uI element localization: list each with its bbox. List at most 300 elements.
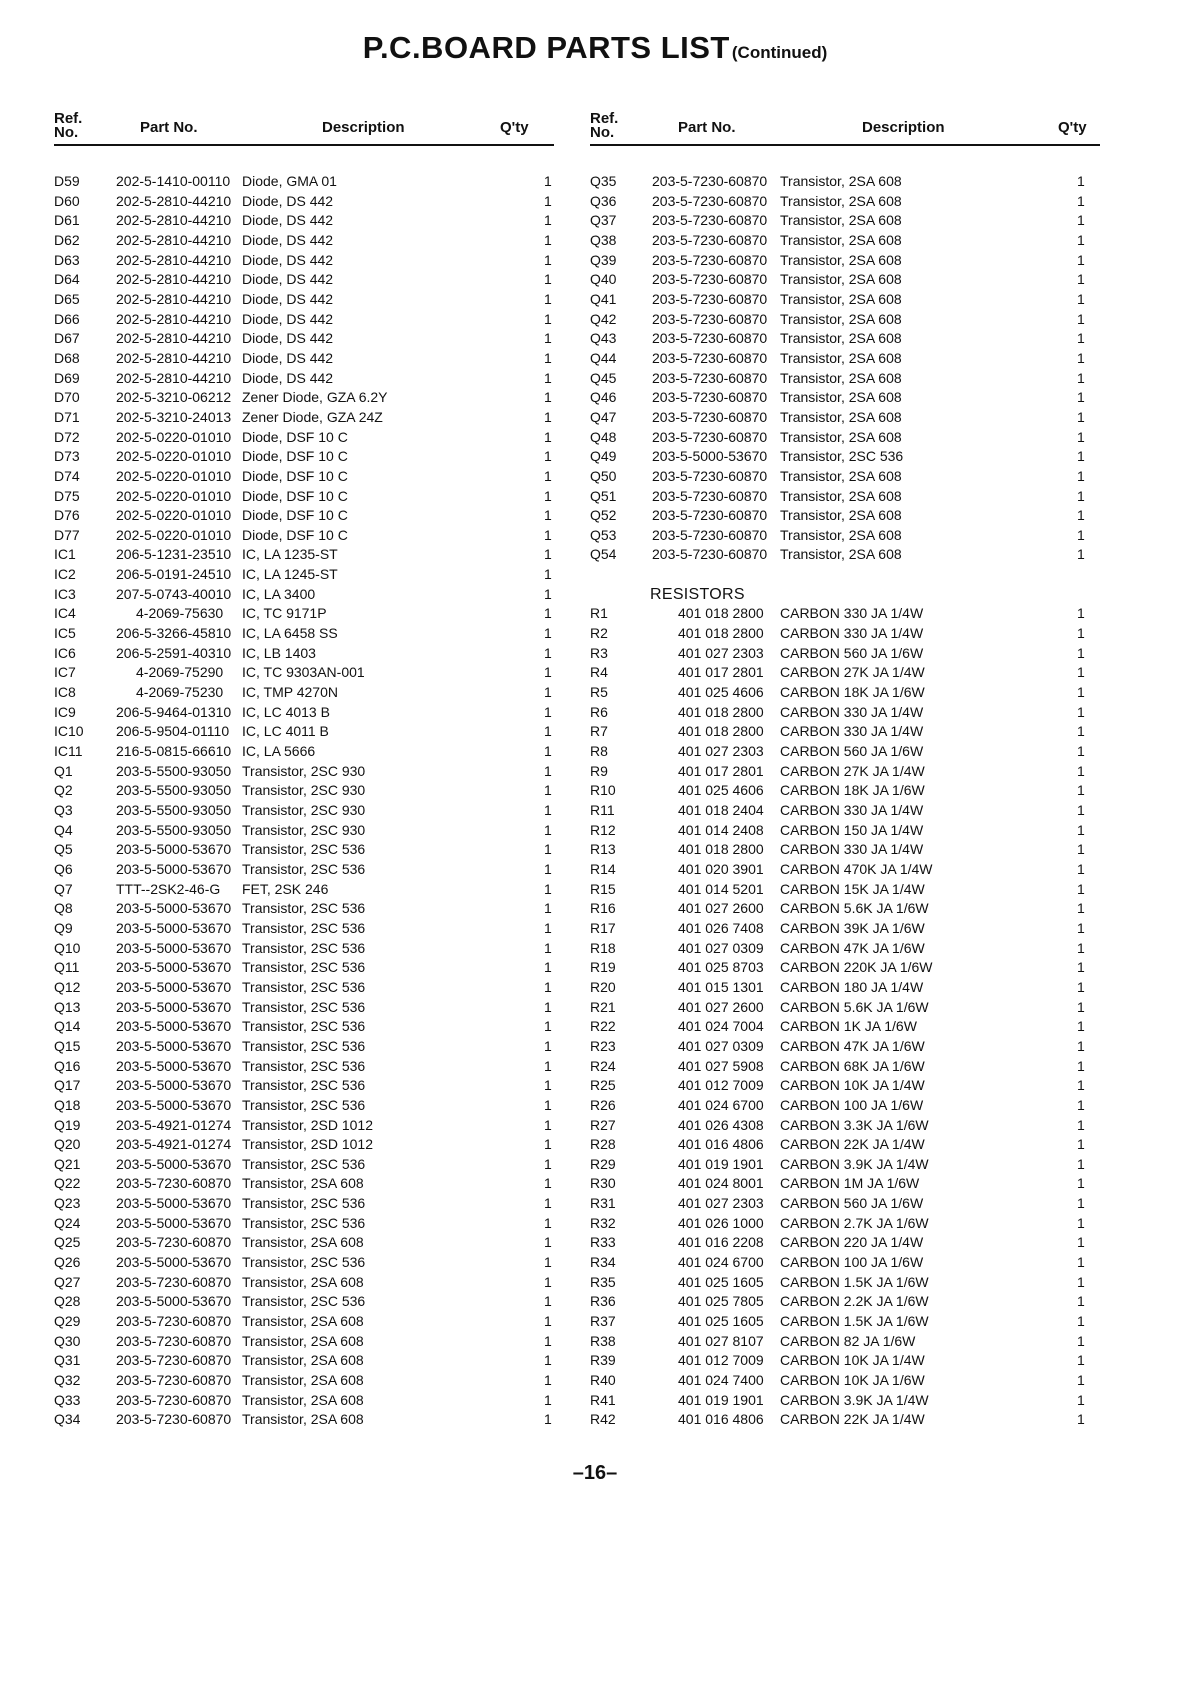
cell-description: Diode, DS 442 xyxy=(242,290,334,307)
cell-ref: R3 xyxy=(590,644,608,661)
cell-ref: R1 xyxy=(590,605,608,622)
cell-description: CARBON 3.9K JA 1/4W xyxy=(780,1391,929,1408)
table-row xyxy=(54,408,554,428)
cell-ref: IC9 xyxy=(54,703,76,720)
cell-ref: D59 xyxy=(54,173,80,189)
cell-qty: 1 xyxy=(544,1175,552,1192)
cell-part-no: 203-5-5000-53670 xyxy=(116,1018,232,1035)
table-row xyxy=(54,1214,554,1234)
cell-ref: R15 xyxy=(590,880,616,897)
cell-ref: R4 xyxy=(590,664,608,681)
cell-qty: 1 xyxy=(1077,1332,1085,1349)
cell-qty: 1 xyxy=(1077,703,1085,720)
cell-part-no: 203-5-5500-93050 xyxy=(116,782,232,799)
cell-part-no: 401 018 2800 xyxy=(678,723,764,740)
table-row xyxy=(590,821,1100,841)
page-title xyxy=(0,30,1190,66)
cell-qty: 1 xyxy=(1077,998,1085,1015)
cell-part-no: 401 025 1605 xyxy=(678,1273,764,1290)
table-row xyxy=(54,1410,554,1430)
cell-part-no: 203-5-5000-53670 xyxy=(116,900,232,917)
cell-description: Transistor, 2SA 608 xyxy=(780,251,902,268)
cell-description: CARBON 330 JA 1/4W xyxy=(780,625,924,642)
cell-ref: D74 xyxy=(54,467,80,484)
cell-description: Transistor, 2SC 536 xyxy=(242,841,366,858)
table-row xyxy=(590,211,1100,231)
cell-qty: 1 xyxy=(544,1411,552,1428)
cell-qty: 1 xyxy=(544,369,552,386)
cell-ref: Q36 xyxy=(590,192,617,209)
table-row xyxy=(590,310,1100,330)
cell-part-no: 203-5-7230-60870 xyxy=(116,1234,232,1251)
cell-qty: 1 xyxy=(544,939,552,956)
cell-ref: Q18 xyxy=(54,1096,81,1113)
cell-description: CARBON 27K JA 1/4W xyxy=(780,762,925,779)
cell-part-no: 202-5-2810-44210 xyxy=(116,231,232,248)
table-row xyxy=(590,506,1100,526)
cell-qty: 1 xyxy=(1077,212,1085,229)
cell-part-no: 401 027 0309 xyxy=(678,1037,764,1054)
table-row xyxy=(590,742,1100,762)
cell-description: Transistor, 2SA 608 xyxy=(242,1234,364,1251)
table-row xyxy=(590,545,1100,565)
table-row xyxy=(590,428,1100,448)
cell-part-no: 203-5-5000-53670 xyxy=(116,1077,232,1094)
cell-qty: 1 xyxy=(544,389,552,406)
cell-ref: R7 xyxy=(590,723,608,740)
cell-part-no: 203-5-7230-60870 xyxy=(652,526,768,543)
cell-description: Transistor, 2SA 608 xyxy=(780,369,902,386)
cell-description: CARBON 1.5K JA 1/6W xyxy=(780,1273,929,1290)
cell-part-no: 4-2069-75290 xyxy=(136,664,224,681)
cell-ref: R27 xyxy=(590,1116,616,1133)
cell-part-no: 206-5-9504-01110 xyxy=(116,723,230,740)
cell-part-no: 203-5-5000-53670 xyxy=(116,1155,232,1172)
cell-qty: 1 xyxy=(1077,880,1085,897)
cell-ref: Q5 xyxy=(54,841,73,858)
cell-part-no: 203-5-5000-53670 xyxy=(116,1037,232,1054)
cell-qty: 1 xyxy=(544,1214,552,1231)
cell-qty: 1 xyxy=(544,585,552,602)
cell-qty: 1 xyxy=(544,231,552,248)
cell-ref: R31 xyxy=(590,1195,616,1212)
table-row xyxy=(54,211,554,231)
header-ref: Ref. No. xyxy=(590,110,619,141)
cell-qty: 1 xyxy=(1077,448,1085,465)
table-row xyxy=(590,663,1100,683)
cell-ref: D61 xyxy=(54,212,80,229)
cell-description: CARBON 330 JA 1/4W xyxy=(780,802,924,818)
cell-description: Transistor, 2SA 608 xyxy=(242,1273,364,1290)
cell-ref: Q3 xyxy=(54,802,73,818)
cell-ref: R34 xyxy=(590,1254,616,1271)
table-row xyxy=(590,1076,1100,1096)
table-row xyxy=(590,1214,1100,1234)
cell-qty: 1 xyxy=(1077,625,1085,642)
cell-ref: Q12 xyxy=(54,978,81,995)
cell-ref: Q17 xyxy=(54,1077,81,1094)
cell-part-no: 203-5-7230-60870 xyxy=(652,389,768,406)
cell-description: Transistor, 2SA 608 xyxy=(780,310,902,327)
cell-description: Transistor, 2SA 608 xyxy=(242,1313,364,1330)
cell-ref: D60 xyxy=(54,192,80,209)
cell-description: Zener Diode, GZA 6.2Y xyxy=(242,389,388,406)
cell-description: Transistor, 2SA 608 xyxy=(780,212,902,229)
cell-qty: 1 xyxy=(1077,487,1085,504)
cell-ref: Q37 xyxy=(590,212,617,229)
cell-qty: 1 xyxy=(1077,1018,1085,1035)
cell-description: Transistor, 2SC 536 xyxy=(242,1037,366,1054)
table-row xyxy=(54,801,554,821)
cell-part-no: 203-5-7230-60870 xyxy=(652,330,768,347)
cell-qty: 1 xyxy=(1077,939,1085,956)
cell-description: FET, 2SK 246 xyxy=(242,880,329,897)
cell-part-no: 203-5-7230-60870 xyxy=(652,408,768,425)
table-row xyxy=(54,1194,554,1214)
cell-qty: 1 xyxy=(544,998,552,1015)
table-row xyxy=(590,290,1100,310)
table-row xyxy=(590,624,1100,644)
cell-part-no: 203-5-5500-93050 xyxy=(116,821,232,838)
cell-ref: D77 xyxy=(54,526,80,543)
cell-part-no: 401 024 7004 xyxy=(678,1018,764,1035)
cell-ref: IC8 xyxy=(54,684,76,701)
cell-description: Transistor, 2SC 536 xyxy=(242,1155,366,1172)
cell-description: Transistor, 2SA 608 xyxy=(780,330,902,347)
cell-ref: Q6 xyxy=(54,860,73,877)
parts-table-left xyxy=(54,108,554,1430)
cell-ref: IC6 xyxy=(54,644,76,661)
cell-qty: 1 xyxy=(1077,743,1085,760)
cell-description: Diode, DSF 10 C xyxy=(242,467,348,484)
cell-part-no: 203-5-5000-53670 xyxy=(116,998,232,1015)
cell-description: CARBON 5.6K JA 1/6W xyxy=(780,900,929,917)
cell-description: Transistor, 2SA 608 xyxy=(780,526,902,543)
cell-ref: R20 xyxy=(590,978,616,995)
cell-description: IC, TC 9303AN-001 xyxy=(242,664,365,681)
cell-part-no: 401 027 2303 xyxy=(678,743,764,760)
cell-ref: Q7 xyxy=(54,880,73,897)
cell-qty: 1 xyxy=(544,1372,552,1389)
cell-part-no: 401 025 7805 xyxy=(678,1293,764,1310)
cell-part-no: 202-5-2810-44210 xyxy=(116,212,232,229)
cell-part-no: 401 027 2303 xyxy=(678,644,764,661)
cell-part-no: 203-5-7230-60870 xyxy=(652,290,768,307)
cell-ref: R16 xyxy=(590,900,616,917)
cell-qty: 1 xyxy=(544,860,552,877)
table-row xyxy=(590,1155,1100,1175)
cell-ref: IC7 xyxy=(54,664,76,681)
table-row xyxy=(54,1253,554,1273)
table-row xyxy=(54,1292,554,1312)
table-row xyxy=(590,329,1100,349)
table-row xyxy=(54,1057,554,1077)
cell-part-no: 202-5-0220-01010 xyxy=(116,467,232,484)
cell-qty: 1 xyxy=(1077,1411,1085,1428)
cell-qty: 1 xyxy=(1077,389,1085,406)
table-row xyxy=(590,1273,1100,1293)
cell-ref: R11 xyxy=(590,802,615,818)
cell-ref: R6 xyxy=(590,703,608,720)
cell-description: Diode, DSF 10 C xyxy=(242,507,348,524)
table-row xyxy=(54,1155,554,1175)
cell-description: Transistor, 2SC 536 xyxy=(242,1077,366,1094)
table-row xyxy=(590,487,1100,507)
table-row xyxy=(590,1057,1100,1077)
cell-description: CARBON 10K JA 1/4W xyxy=(780,1352,925,1369)
cell-part-no: 401 014 5201 xyxy=(678,880,764,897)
cell-description: CARBON 180 JA 1/4W xyxy=(780,978,924,995)
cell-qty: 1 xyxy=(544,644,552,661)
cell-ref: Q44 xyxy=(590,349,617,366)
cell-description: IC, TMP 4270N xyxy=(242,684,338,701)
header-qty: Q'ty xyxy=(500,119,529,136)
cell-ref: R22 xyxy=(590,1018,616,1035)
cell-ref: Q28 xyxy=(54,1293,81,1310)
cell-description: Transistor, 2SA 608 xyxy=(780,349,902,366)
cell-qty: 1 xyxy=(544,605,552,622)
cell-ref: D76 xyxy=(54,507,80,524)
cell-ref: R33 xyxy=(590,1234,616,1251)
cell-description: Transistor, 2SA 608 xyxy=(780,271,902,288)
cell-ref: Q26 xyxy=(54,1254,81,1271)
table-row xyxy=(590,467,1100,487)
cell-description: CARBON 82 JA 1/6W xyxy=(780,1332,916,1349)
cell-qty: 1 xyxy=(544,978,552,995)
table-row xyxy=(590,1253,1100,1273)
cell-qty: 1 xyxy=(544,762,552,779)
cell-qty: 1 xyxy=(1077,802,1085,818)
cell-ref: IC11 xyxy=(54,743,83,760)
cell-part-no: 203-5-5000-53670 xyxy=(116,1254,232,1271)
cell-qty: 1 xyxy=(1077,1313,1085,1330)
cell-description: IC, LB 1403 xyxy=(242,644,316,661)
cell-description: Zener Diode, GZA 24Z xyxy=(242,408,383,425)
cell-qty: 1 xyxy=(1077,428,1085,445)
cell-ref: Q22 xyxy=(54,1175,81,1192)
cell-qty: 1 xyxy=(1077,231,1085,248)
cell-ref: R23 xyxy=(590,1037,616,1054)
cell-description: CARBON 560 JA 1/6W xyxy=(780,743,924,760)
cell-qty: 1 xyxy=(1077,723,1085,740)
table-row xyxy=(54,663,554,683)
cell-ref: D69 xyxy=(54,369,80,386)
cell-ref: R41 xyxy=(590,1391,616,1408)
cell-description: CARBON 330 JA 1/4W xyxy=(780,605,924,622)
cell-part-no: 202-5-0220-01010 xyxy=(116,487,232,504)
cell-qty: 1 xyxy=(1077,684,1085,701)
table-row xyxy=(590,801,1100,821)
cell-part-no: 202-5-2810-44210 xyxy=(116,290,232,307)
table-row xyxy=(590,349,1100,369)
cell-part-no: 401 018 2800 xyxy=(678,703,764,720)
cell-description: CARBON 1.5K JA 1/6W xyxy=(780,1313,929,1330)
cell-description: Transistor, 2SA 608 xyxy=(242,1372,364,1389)
cell-ref: Q39 xyxy=(590,251,617,268)
cell-qty: 1 xyxy=(1077,821,1085,838)
cell-ref: D67 xyxy=(54,330,80,347)
cell-description: Diode, DSF 10 C xyxy=(242,487,348,504)
cell-ref: D65 xyxy=(54,290,80,307)
cell-part-no: 203-5-7230-60870 xyxy=(116,1313,232,1330)
table-row xyxy=(590,270,1100,290)
cell-qty: 1 xyxy=(1077,762,1085,779)
table-row xyxy=(54,251,554,271)
cell-ref: Q52 xyxy=(590,507,617,524)
cell-part-no: 203-5-4921-01274 xyxy=(116,1136,232,1153)
cell-qty: 1 xyxy=(544,782,552,799)
table-row xyxy=(590,722,1100,742)
table-row xyxy=(54,1135,554,1155)
cell-description: IC, LC 4013 B xyxy=(242,703,330,720)
cell-part-no: 206-5-1231-23510 xyxy=(116,546,232,563)
table-row xyxy=(590,1037,1100,1057)
cell-qty: 1 xyxy=(544,1234,552,1251)
cell-qty: 1 xyxy=(544,1352,552,1369)
cell-qty: 1 xyxy=(544,1155,552,1172)
table-row xyxy=(54,349,554,369)
header-qty: Q'ty xyxy=(1058,119,1087,136)
cell-description: Transistor, 2SA 608 xyxy=(780,192,902,209)
cell-qty: 1 xyxy=(544,251,552,268)
cell-qty: 1 xyxy=(544,625,552,642)
cell-description: Transistor, 2SA 608 xyxy=(242,1391,364,1408)
cell-ref: D72 xyxy=(54,428,80,445)
cell-part-no: 401 024 8001 xyxy=(678,1175,764,1192)
table-row xyxy=(590,762,1100,782)
table-row xyxy=(590,1116,1100,1136)
table-row xyxy=(54,1174,554,1194)
cell-part-no: 202-5-0220-01010 xyxy=(116,526,232,543)
cell-part-no: 206-5-2591-40310 xyxy=(116,644,232,661)
cell-part-no: 203-5-5000-53670 xyxy=(116,1096,232,1113)
header-desc: Description xyxy=(862,119,945,136)
cell-description: Transistor, 2SA 608 xyxy=(780,173,902,189)
cell-description: Transistor, 2SC 536 xyxy=(242,998,366,1015)
cell-ref: R10 xyxy=(590,782,616,799)
cell-ref: Q4 xyxy=(54,821,73,838)
cell-qty: 1 xyxy=(544,1037,552,1054)
cell-ref: IC3 xyxy=(54,585,76,602)
table-row xyxy=(590,978,1100,998)
cell-part-no: 4-2069-75630 xyxy=(136,605,224,622)
cell-ref: R2 xyxy=(590,625,608,642)
cell-ref: D66 xyxy=(54,310,80,327)
cell-qty: 1 xyxy=(544,467,552,484)
cell-qty: 1 xyxy=(1077,1391,1085,1408)
cell-part-no: 203-5-7230-60870 xyxy=(116,1175,232,1192)
cell-part-no: 401 015 1301 xyxy=(678,978,764,995)
cell-description: IC, LA 3400 xyxy=(242,585,316,602)
cell-part-no: 203-5-7230-60870 xyxy=(652,271,768,288)
cell-qty: 1 xyxy=(544,408,552,425)
cell-qty: 1 xyxy=(544,212,552,229)
cell-description: Diode, DS 442 xyxy=(242,212,334,229)
table-row xyxy=(590,958,1100,978)
table-row xyxy=(54,899,554,919)
cell-description: Diode, DS 442 xyxy=(242,369,334,386)
cell-description: Transistor, 2SA 608 xyxy=(242,1175,364,1192)
cell-part-no: 203-5-5000-53670 xyxy=(116,1057,232,1074)
cell-qty: 1 xyxy=(1077,978,1085,995)
table-row xyxy=(590,919,1100,939)
cell-part-no: 203-5-5000-53670 xyxy=(116,841,232,858)
cell-qty: 1 xyxy=(1077,1096,1085,1113)
cell-part-no: 203-5-7230-60870 xyxy=(116,1411,232,1428)
table-row xyxy=(590,388,1100,408)
table-row xyxy=(590,585,1100,605)
title-suffix: (Continued) xyxy=(731,43,828,62)
cell-qty: 1 xyxy=(1077,664,1085,681)
cell-description: Transistor, 2SA 608 xyxy=(780,408,902,425)
cell-qty: 1 xyxy=(1077,919,1085,936)
cell-part-no: 401 019 1901 xyxy=(678,1155,764,1172)
cell-ref: Q21 xyxy=(54,1155,81,1172)
cell-qty: 1 xyxy=(544,821,552,838)
cell-description: Transistor, 2SA 608 xyxy=(242,1352,364,1369)
cell-ref: Q40 xyxy=(590,271,617,288)
cell-qty: 1 xyxy=(1077,1057,1085,1074)
table-row xyxy=(54,310,554,330)
cell-ref: Q50 xyxy=(590,467,617,484)
cell-ref: Q19 xyxy=(54,1116,81,1133)
cell-part-no: 206-5-0191-24510 xyxy=(116,566,232,583)
cell-qty: 1 xyxy=(1077,782,1085,799)
cell-part-no: 401 027 5908 xyxy=(678,1057,764,1074)
cell-ref: R5 xyxy=(590,684,608,701)
section-heading: RESISTORS xyxy=(650,585,745,603)
cell-part-no: 401 018 2404 xyxy=(678,802,764,818)
cell-description: Diode, GMA 01 xyxy=(242,173,337,189)
table-row xyxy=(590,1410,1100,1430)
cell-description: CARBON 2.2K JA 1/6W xyxy=(780,1293,929,1310)
table-row xyxy=(590,1351,1100,1371)
table-row xyxy=(54,585,554,605)
cell-description: CARBON 1M JA 1/6W xyxy=(780,1175,920,1192)
cell-ref: R18 xyxy=(590,939,616,956)
cell-qty: 1 xyxy=(1077,349,1085,366)
cell-ref: D62 xyxy=(54,231,80,248)
cell-description: CARBON 10K JA 1/6W xyxy=(780,1372,925,1389)
cell-qty: 1 xyxy=(544,271,552,288)
cell-qty: 1 xyxy=(544,880,552,897)
table-row xyxy=(54,231,554,251)
cell-ref: Q49 xyxy=(590,448,617,465)
cell-part-no: 203-5-5000-53670 xyxy=(116,959,232,976)
cell-part-no: 203-5-5000-53670 xyxy=(116,1195,232,1212)
cell-description: CARBON 220K JA 1/6W xyxy=(780,959,933,976)
table-row xyxy=(54,1037,554,1057)
table-row xyxy=(590,447,1100,467)
cell-qty: 1 xyxy=(544,1116,552,1133)
cell-part-no: 202-5-2810-44210 xyxy=(116,192,232,209)
table-row xyxy=(54,722,554,742)
cell-ref: D64 xyxy=(54,271,80,288)
cell-description: Transistor, 2SC 536 xyxy=(242,1018,366,1035)
cell-part-no: 401 025 8703 xyxy=(678,959,764,976)
cell-ref: Q47 xyxy=(590,408,617,425)
cell-description: Transistor, 2SC 536 xyxy=(242,939,366,956)
table-row xyxy=(54,840,554,860)
table-row xyxy=(590,703,1100,723)
cell-part-no: 401 018 2800 xyxy=(678,841,764,858)
cell-part-no: 401 027 2600 xyxy=(678,900,764,917)
cell-part-no: 401 017 2801 xyxy=(678,664,764,681)
cell-description: CARBON 15K JA 1/4W xyxy=(780,880,925,897)
table-row xyxy=(590,1174,1100,1194)
table-row xyxy=(590,565,1100,585)
cell-qty: 1 xyxy=(544,546,552,563)
